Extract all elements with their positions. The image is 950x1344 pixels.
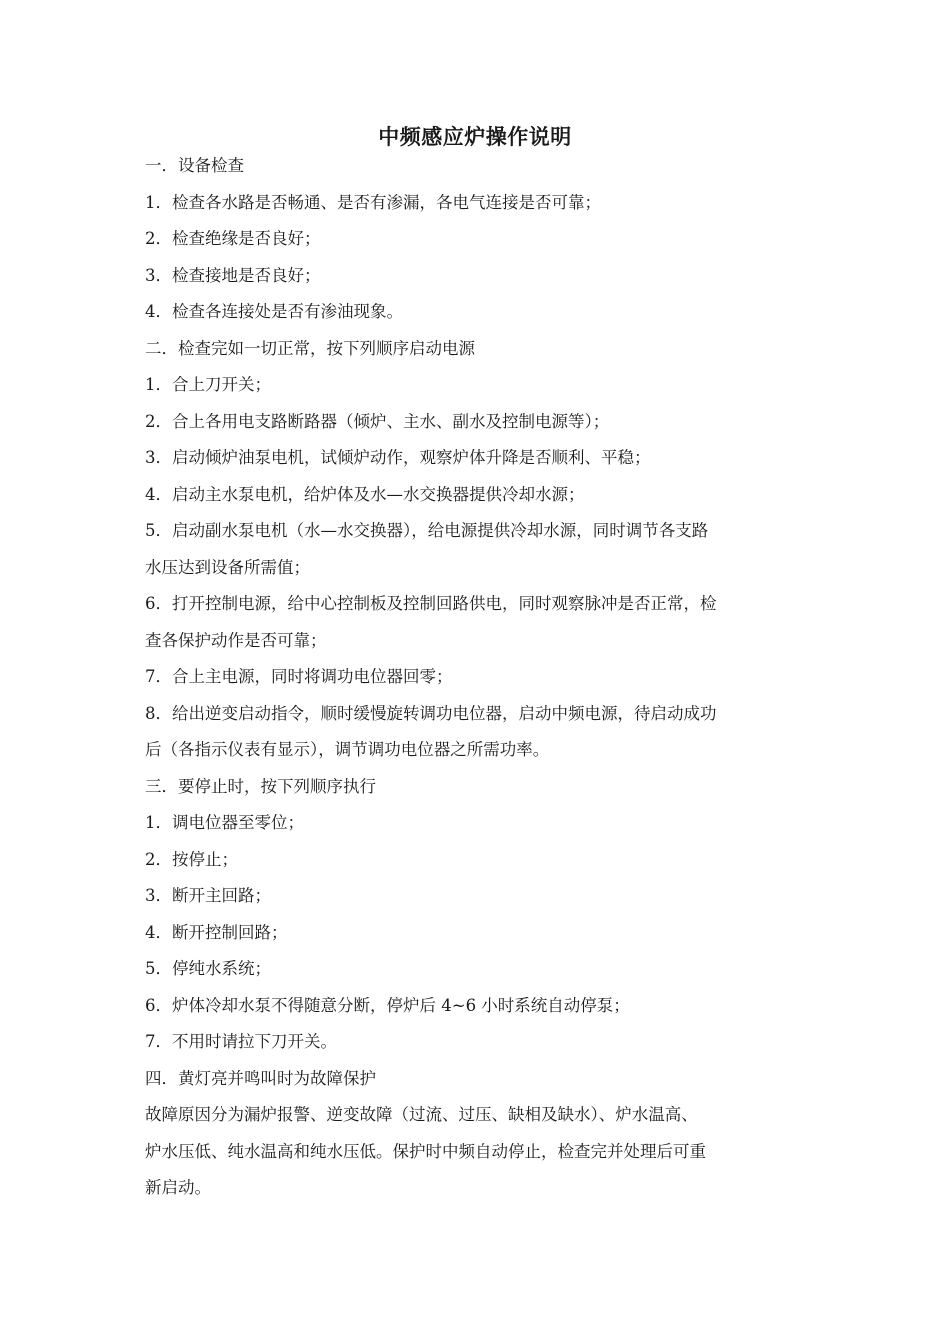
list-item: 7．不用时请拉下刀开关。 [145, 1032, 337, 1051]
list-item: 3．检查接地是否良好； [145, 265, 321, 285]
section-heading-2: 二．检查完如一切正常，按下列顺序启动电源 [145, 338, 475, 358]
list-item: 4．启动主水泵电机，给炉体及水—水交换器提供冷却水源； [145, 484, 585, 504]
list-item: 1．合上刀开关； [145, 375, 271, 394]
list-item: 3．断开主回路； [145, 886, 271, 905]
list-item: 5．停纯水系统； [145, 959, 271, 978]
document-body [145, 148, 807, 1207]
list-item-continuation: 水压达到设备所需值； [145, 557, 310, 577]
list-item: 2．按停止； [145, 849, 238, 869]
list-item: 1．调电位器至零位； [145, 813, 304, 832]
section-heading-3: 三．要停止时，按下列顺序执行 [145, 776, 376, 796]
list-item: 1．检查各水路是否畅通、是否有渗漏，各电气连接是否可靠； [145, 192, 601, 212]
paragraph-line: 炉水压低、纯水温高和纯水压低。保护时中频自动停止，检查完并处理后可重 [145, 1141, 706, 1161]
list-item: 8．给出逆变启动指令，顺时缓慢旋转调功电位器，启动中频电源，待启动成功 [145, 703, 717, 723]
list-item: 2．合上各用电支路断路器（倾炉、主水、副水及控制电源等）； [145, 411, 610, 431]
list-item-continuation: 后（各指示仪表有显示），调节调功电位器之所需功率。 [145, 740, 550, 759]
list-item: 6．打开控制电源，给中心控制板及控制回路供电，同时观察脉冲是否正常，检 [145, 594, 717, 613]
section-heading-4: 四．黄灯亮并鸣叫时为故障保护 [145, 1068, 376, 1088]
list-item: 5．启动副水泵电机（水—水交换器），给电源提供冷却水源，同时调节各支路 [145, 521, 709, 540]
list-item: 7．合上主电源，同时将调功电位器回零； [145, 667, 453, 686]
section-heading-1: 一．设备检查 [145, 156, 244, 175]
paragraph-line: 故障原因分为漏炉报警、逆变故障（过流、过压、缺相及缺水）、炉水温高、 [145, 1105, 698, 1124]
paragraph-line: 新启动。 [145, 1178, 211, 1197]
list-item: 6．炉体冷却水泵不得随意分断，停炉后 4~6 小时系统自动停泵； [145, 995, 630, 1015]
list-item: 4．检查各连接处是否有渗油现象。 [145, 302, 403, 321]
list-item: 3．启动倾炉油泵电机，试倾炉动作，观察炉体升降是否顺利、平稳； [145, 448, 651, 467]
list-item: 4．断开控制回路； [145, 922, 288, 942]
list-item: 2．检查绝缘是否良好； [145, 229, 321, 248]
list-item-continuation: 查各保护动作是否可靠； [145, 630, 327, 650]
document-title: 中频感应炉操作说明 [378, 125, 572, 149]
